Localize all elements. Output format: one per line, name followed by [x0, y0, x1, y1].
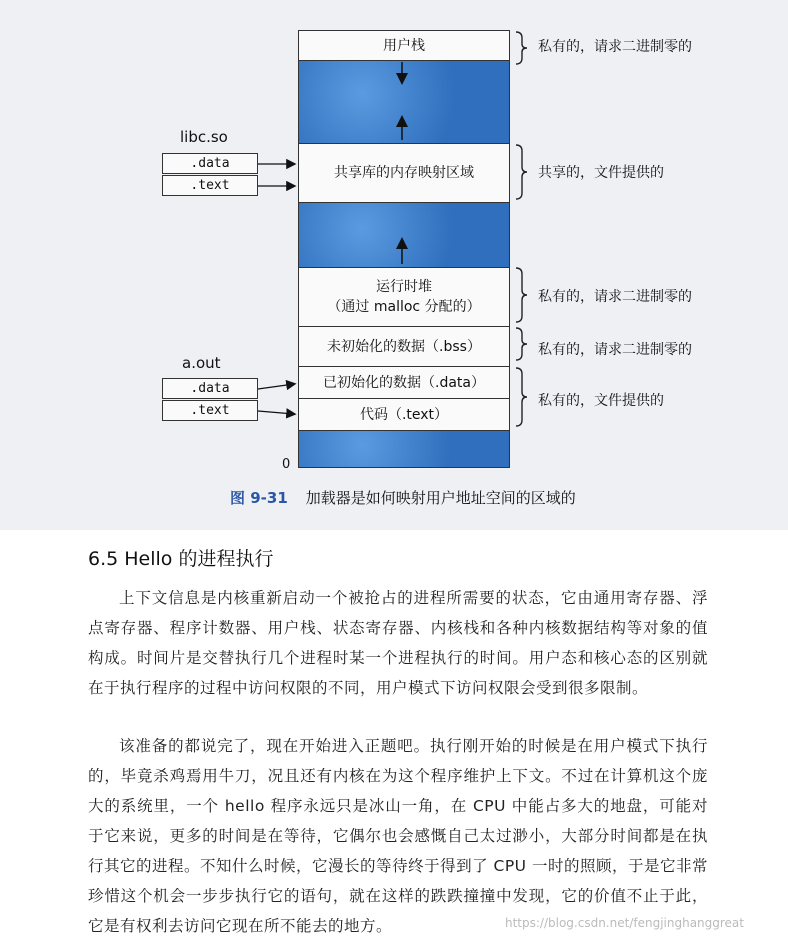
figure-caption-text: 加载器是如何映射用户地址空间的区域的 — [305, 489, 576, 507]
figure-caption — [230, 487, 576, 508]
brace-data-text — [516, 368, 527, 426]
brace-bss — [516, 328, 527, 360]
aout-data-arrow — [258, 384, 294, 389]
segment-data-label: 已初始化的数据（.data） — [323, 374, 485, 391]
libc-data-box: .data — [162, 153, 258, 174]
paragraph-execution: 该准备的都说完了，现在开始进入正题吧。执行刚开始的时候是在用户模式下执行的，毕竟杀鸡焉用牛刀，况且还有内核在为这个程序维护上下文。不过在计算机这个庞大的系统里，一个 hello 程序永远只是冰山一角，在 CPU 中能占多大的地盘，可能对于它来说，更多的时间是在等待，它偶尔也会感慨自己太过渺小，大部分时间都是在执行其它的进程。不知什么时候，它漫长的等待终于得到了 CPU 一时的照顾，于是它非常珍惜这个机会一步步执行它的语句，就在这样的跌跌撞撞中发现，它的价值不止于此，它是有权利去访问它现在所不能去的地方。 — [88, 737, 708, 935]
paragraph-context: 上下文信息是内核重新启动一个被抢占的进程所需要的状态，它由通用寄存器、浮点寄存器、程序计数器、用户栈、状态寄存器、内核栈和各种内核数据结构等对象的值构成。时间片是交替执行几个进程时某一个进程执行的时间。用户态和核心态的区别就在于执行程序的过程中访问权限的不同，用户模式下访问权限会受到很多限制。 — [88, 589, 708, 697]
segment-heap-label-1: 运行时堆 — [376, 279, 432, 295]
segment-bss-label: 未初始化的数据（.bss） — [327, 338, 481, 355]
watermark: https://blog.csdn.net/fengjinghanggreat — [505, 916, 744, 930]
note-bss: 私有的，请求二进制零的 — [538, 342, 692, 358]
aout-label: a.out — [182, 354, 221, 372]
note-user-stack: 私有的，请求二进制零的 — [538, 39, 692, 55]
section-heading: 6.5 Hello 的进程执行 — [88, 548, 274, 570]
segment-shared-lib-label: 共享库的内存映射区域 — [334, 165, 474, 181]
address-zero-label: 0 — [282, 457, 291, 472]
segment-heap-label-2: （通过 malloc 分配的） — [327, 299, 481, 315]
note-data-text: 私有的，文件提供的 — [538, 393, 664, 409]
aout-data-box: .data — [162, 378, 258, 399]
aout-text-arrow — [258, 411, 294, 414]
brace-user-stack — [516, 32, 527, 64]
brace-heap — [516, 268, 527, 322]
libc-text-box: .text — [162, 175, 258, 196]
aout-text-box: .text — [162, 400, 258, 421]
brace-shared-lib — [516, 145, 527, 199]
figure-number: 图 9-31 — [230, 489, 288, 507]
segment-user-stack-label: 用户栈 — [383, 37, 425, 54]
segment-text-label: 代码（.text） — [359, 406, 449, 423]
libc-label: libc.so — [180, 128, 228, 146]
note-shared-lib: 共享的，文件提供的 — [538, 165, 664, 181]
note-heap: 私有的，请求二进制零的 — [538, 289, 692, 305]
